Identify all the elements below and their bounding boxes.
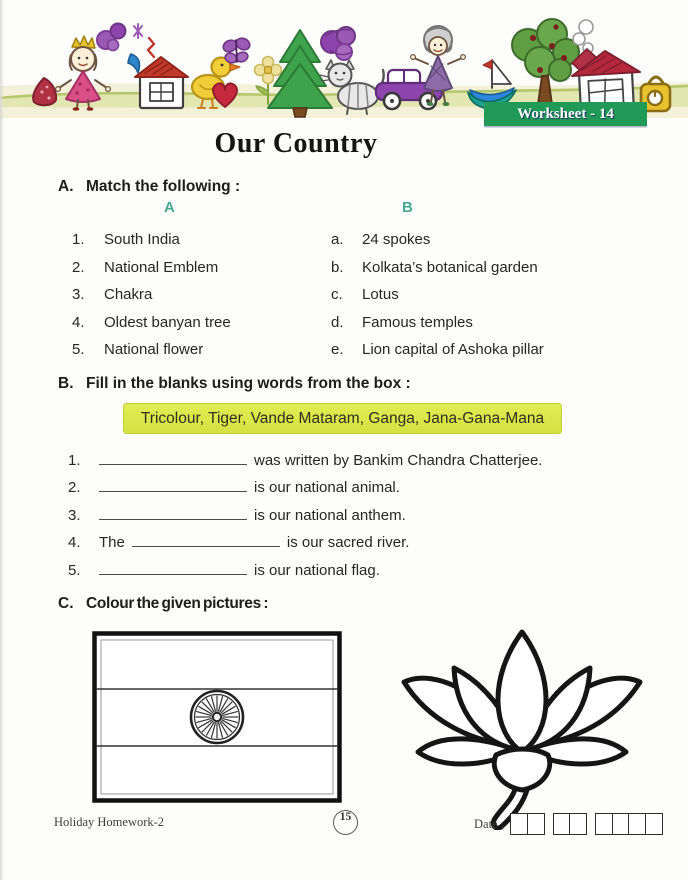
zigzag-icon [148, 38, 154, 57]
section-b-label: B. [58, 375, 74, 392]
date-box-cell [527, 813, 545, 835]
scribble-cloud-icon [321, 27, 355, 60]
date-box-group-year [595, 813, 663, 835]
fill-number: 3. [68, 506, 81, 524]
match-row [0, 226, 688, 254]
match-left-text: National flower [104, 341, 204, 358]
date-box-group-month [553, 813, 588, 835]
lotus-outline-drawing [394, 618, 654, 830]
fill-after-text: is our national animal. [254, 479, 400, 497]
section-a-label: A. [58, 178, 74, 195]
match-row [0, 336, 688, 364]
fill-blank-line [99, 505, 247, 520]
match-left-text: South India [104, 231, 180, 248]
date-box-group-day [510, 813, 545, 835]
match-letter: e. [331, 341, 344, 358]
fill-blank-line [132, 532, 280, 547]
date-label: Date : [474, 816, 505, 831]
sailboat-icon [468, 60, 516, 108]
match-list [0, 226, 688, 364]
section-c-heading-text: Colour the given pictures : [86, 595, 269, 612]
match-left-text: Oldest banyan tree [104, 313, 231, 331]
fill-after-text: was written by Bankim Chandra Chatterjee. [254, 452, 543, 469]
ashoka-chakra-icon [191, 691, 243, 743]
match-letter: b. [331, 258, 344, 276]
header-doodle-band [0, 0, 688, 118]
match-right-text: Lotus [362, 286, 399, 303]
match-number: 3. [72, 286, 85, 303]
match-row [0, 281, 688, 309]
column-header-a: A [164, 199, 175, 216]
fill-row [0, 447, 688, 474]
fill-number: 1. [68, 452, 81, 469]
fill-after-text: is our national flag. [254, 561, 380, 579]
footer-book-title: Holiday Homework-2 [54, 815, 165, 829]
date-box-cell [510, 813, 528, 835]
fill-blank-line [99, 450, 247, 465]
fill-number: 2. [68, 479, 81, 497]
date-box-cell [595, 813, 613, 835]
fill-after-text: is our sacred river. [286, 534, 410, 552]
section-b-heading-text: Fill in the blanks using words from the box : [86, 375, 411, 392]
date-box-cell [612, 813, 630, 835]
match-letter: a. [331, 231, 344, 248]
date-box-cell [569, 813, 587, 835]
section-c-label: C. [58, 595, 74, 612]
lotus-center-petal [498, 632, 546, 752]
fill-number: 5. [68, 561, 81, 579]
lotus-base-petal [494, 749, 549, 790]
match-number: 5. [72, 341, 85, 358]
flower-scribble-icon [97, 24, 126, 51]
match-row [0, 254, 688, 282]
page-title: Our Country [214, 128, 378, 159]
match-right-text: Famous temples [362, 313, 473, 331]
fill-row [0, 557, 688, 584]
match-right-text: Lion capital of Ashoka pillar [362, 341, 544, 358]
house-icon [135, 57, 188, 108]
match-left-text: National Emblem [104, 258, 219, 276]
fill-blank-line [99, 477, 247, 492]
fill-row [0, 474, 688, 501]
match-letter: d. [331, 313, 344, 331]
match-left-text: Chakra [104, 286, 153, 303]
fill-number: 4. [68, 534, 81, 552]
match-letter: c. [331, 286, 343, 303]
sparkle-icon [134, 24, 142, 38]
date-field [474, 813, 671, 835]
match-number: 4. [72, 313, 85, 331]
word-box-highlight: Tricolour, Tiger, Vande Mataram, Ganga, Jana-Gana-Mana [124, 404, 561, 433]
fill-before-text: The [99, 534, 125, 552]
fill-in-blanks-list [0, 447, 688, 584]
butterfly-icon [221, 36, 251, 64]
fill-row [0, 529, 688, 556]
match-right-text: Kolkata’s botanical garden [362, 258, 538, 276]
india-flag-outline-drawing [92, 631, 342, 803]
fill-blank-line [99, 560, 247, 575]
moon-icon [128, 54, 139, 73]
fill-after-text: is our national anthem. [254, 506, 406, 524]
match-row [0, 309, 688, 337]
date-box-cell [553, 813, 571, 835]
column-header-b: B [402, 199, 413, 216]
date-box-cell [645, 813, 663, 835]
date-box-cell [628, 813, 646, 835]
match-number: 1. [72, 231, 85, 248]
strawberry-icon [33, 78, 56, 105]
section-a-heading-text: Match the following : [86, 178, 241, 195]
match-right-text: 24 spokes [362, 231, 431, 248]
match-number: 2. [72, 258, 85, 276]
fill-row [0, 502, 688, 529]
page-number-badge: 15 [333, 810, 358, 835]
worksheet-badge: Worksheet - 14 [484, 102, 647, 126]
